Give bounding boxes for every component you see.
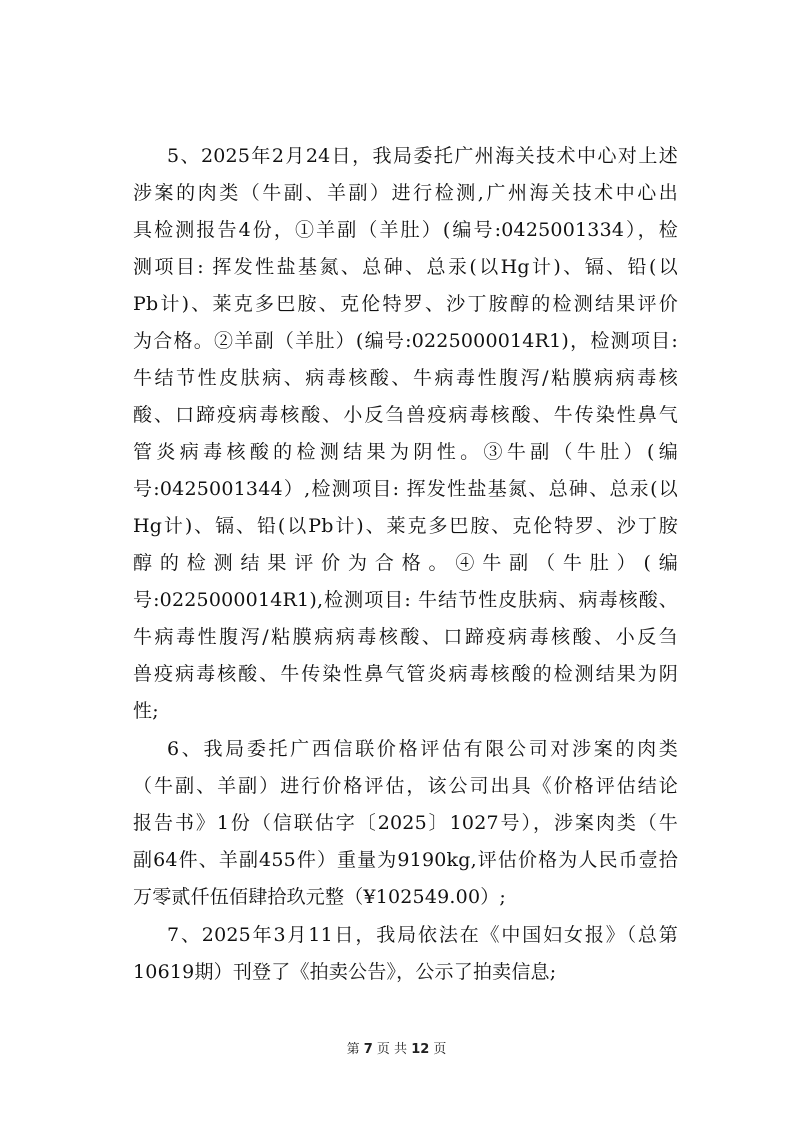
text-line: 副64件、羊副455件）重量为9190kg,评估价格为人民币壹拾 (133, 849, 678, 871)
text-line: 性; (133, 700, 159, 722)
text-line: （牛副、羊副）进行价格评估，该公司出具《价格评估结论 (133, 775, 678, 797)
text-line: Hg计)、镉、铅(以Pb计)、莱克多巴胺、克伦特罗、沙丁胺 (133, 515, 678, 537)
text-line: 为合格。②羊副（羊肚）(编号:0225000014R1)，检测项目: (133, 330, 678, 352)
text-line: 7、2025年3月11日，我局依法在《中国妇女报》（总第 (167, 924, 678, 946)
text-line: Pb计)、莱克多巴胺、克伦特罗、沙丁胺醇的检测结果评价 (133, 293, 678, 315)
text-line: 万零贰仟伍佰肆拾玖元整（¥102549.00）; (133, 886, 507, 908)
text-line: 醇的检测结果评价为合格。④牛副（牛肚）(编 (133, 552, 678, 574)
text-line: 号:0225000014R1),检测项目: 牛结节性皮肤病、病毒核酸、 (133, 589, 678, 611)
page-footer (0, 1041, 793, 1059)
text-line: 测项目: 挥发性盐基氮、总砷、总汞(以Hg计)、镉、铅(以 (133, 256, 678, 278)
text-line: 牛病毒性腹泻/粘膜病病毒核酸、口蹄疫病毒核酸、小反刍 (133, 626, 678, 648)
text-line: 具检测报告4份，①羊副（羊肚）(编号:0425001334），检 (133, 219, 678, 241)
text-line: 管炎病毒核酸的检测结果为阴性。③牛副（牛肚）(编 (133, 441, 678, 463)
current-page-number: 7 (363, 1042, 373, 1057)
text-line: 10619期）刊登了《拍卖公告》，公示了拍卖信息; (133, 961, 557, 983)
text-line: 牛结节性皮肤病、病毒核酸、牛病毒性腹泻/粘膜病病毒核 (133, 367, 678, 389)
text-line: 兽疫病毒核酸、牛传染性鼻气管炎病毒核酸的检测结果为阴 (133, 663, 678, 685)
text-line: 6、我局委托广西信联价格评估有限公司对涉案的肉类 (167, 738, 678, 760)
page-prefix: 第 (346, 1042, 360, 1057)
text-line: 报告书》1份（信联估字〔2025〕1027号），涉案肉类（牛 (133, 812, 678, 834)
page-middle: 页 共 (376, 1042, 408, 1057)
text-line: 酸、口蹄疫病毒核酸、小反刍兽疫病毒核酸、牛传染性鼻气 (133, 404, 678, 426)
page-suffix: 页 (433, 1042, 447, 1057)
text-line: 号:0425001344）,检测项目: 挥发性盐基氮、总砷、总汞(以 (133, 478, 678, 500)
text-line: 涉案的肉类（牛副、羊副）进行检测,广州海关技术中心出 (133, 182, 678, 204)
text-line: 5、2025年2月24日，我局委托广州海关技术中心对上述 (167, 145, 678, 167)
total-page-number: 12 (411, 1042, 430, 1057)
